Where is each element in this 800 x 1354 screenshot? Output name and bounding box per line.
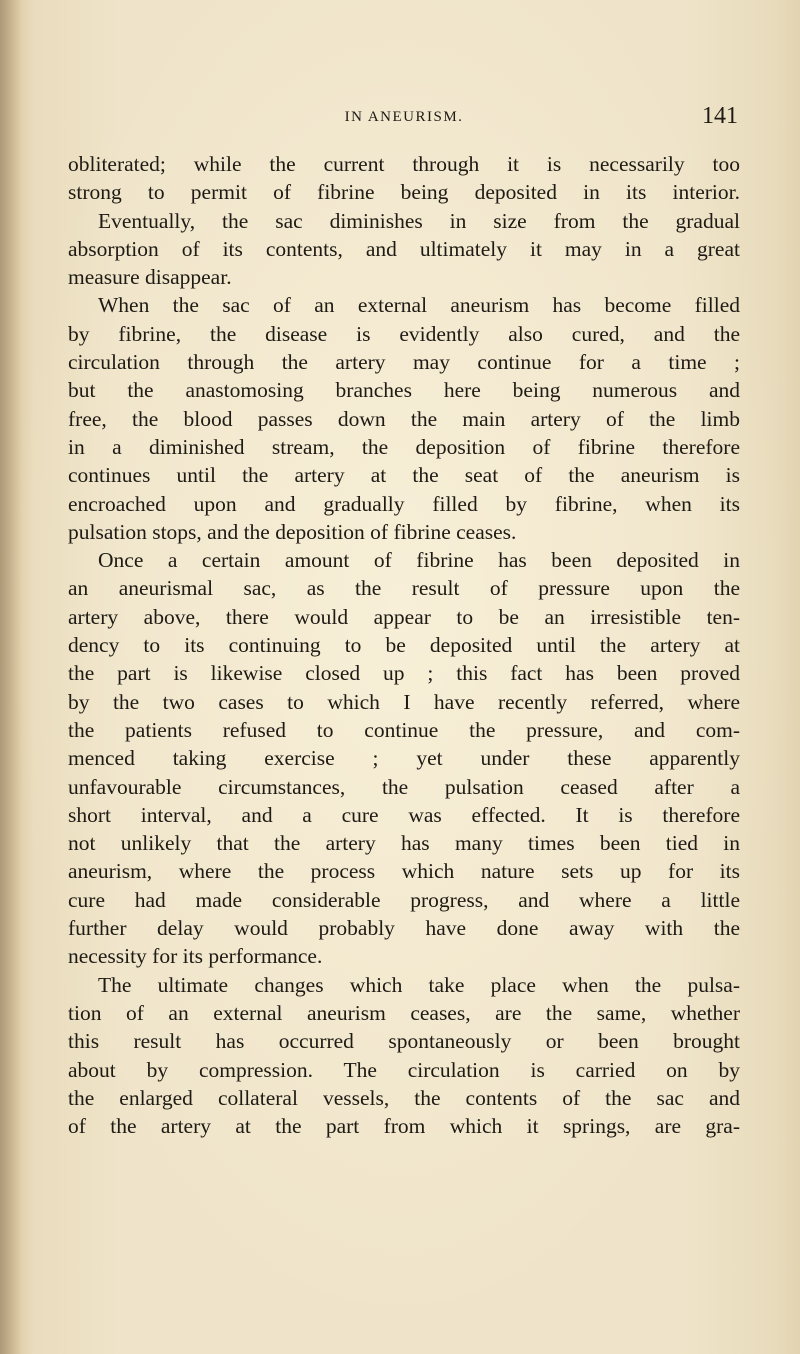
text-line: but the anastomosing branches here being numerous and: [68, 378, 740, 403]
text-line: tion of an external aneurism ceases, are the same, whether: [68, 1000, 740, 1025]
text-line: an aneurismal sac, as the result of pressure upon the: [68, 576, 740, 601]
text-line: aneurism, where the process which nature sets up for its: [68, 859, 740, 884]
text-line: further delay would probably have done away with the: [68, 916, 740, 941]
text-line: circulation through the artery may continue for a time ;: [68, 350, 740, 375]
text-line: pulsation stops, and the deposition of fibrine ceases.: [68, 519, 517, 544]
text-line: measure disappear.: [68, 265, 232, 290]
text-line: necessity for its performance.: [68, 944, 323, 969]
text-line: by fibrine, the disease is evidently also cured, and the: [68, 321, 740, 346]
text-line: continues until the artery at the seat of the aneurism is: [68, 463, 740, 488]
text-line: the part is likewise closed up ; this fact has been proved: [68, 661, 740, 686]
text-line: not unlikely that the artery has many times been tied in: [68, 831, 740, 856]
text-line: the patients refused to continue the pressure, and com-: [68, 717, 740, 742]
page-number: 141: [702, 103, 738, 129]
text-line: the enlarged collateral vessels, the contents of the sac and: [68, 1085, 740, 1110]
text-line: cure had made considerable progress, and where a little: [68, 887, 740, 912]
text-line: encroached upon and gradually filled by fibrine, when its: [68, 491, 740, 516]
text-line: The ultimate changes which take place when the pulsa-: [98, 972, 740, 997]
text-line: menced taking exercise ; yet under these apparently: [68, 746, 740, 771]
text-line: unfavourable circumstances, the pulsation ceased after a: [68, 774, 740, 799]
text-line: in a diminished stream, the deposition of fibrine therefore: [68, 434, 740, 459]
text-line: about by compression. The circulation is carried on by: [68, 1057, 740, 1082]
text-line: When the sac of an external aneurism has become filled: [98, 293, 740, 318]
text-line: short interval, and a cure was effected. It is therefore: [68, 802, 740, 827]
text-line: obliterated; while the current through it is necessarily too: [68, 152, 740, 176]
text-line: strong to permit of fibrine being deposited in its interior.: [68, 180, 740, 205]
text-line: this result has occurred spontaneously or been brought: [68, 1029, 740, 1054]
text-line: dency to its continuing to be deposited until the artery at: [68, 633, 740, 658]
text-line: Eventually, the sac diminishes in size from the gradual: [98, 208, 740, 233]
text-line: artery above, there would appear to be an irresistible ten-: [68, 604, 740, 629]
text-line: absorption of its contents, and ultimately it may in a great: [68, 236, 740, 261]
running-head: [68, 103, 740, 133]
text-line: of the artery at the part from which it springs, are gra-: [68, 1114, 740, 1139]
text-line: by the two cases to which I have recently referred, where: [68, 689, 740, 714]
gutter-shadow: [0, 0, 22, 1354]
text-line: free, the blood passes down the main artery of the limb: [68, 406, 740, 431]
body-text: [68, 150, 740, 1140]
text-line: Once a certain amount of fibrine has been deposited in: [98, 548, 740, 573]
running-title: IN ANEURISM.: [344, 109, 464, 125]
